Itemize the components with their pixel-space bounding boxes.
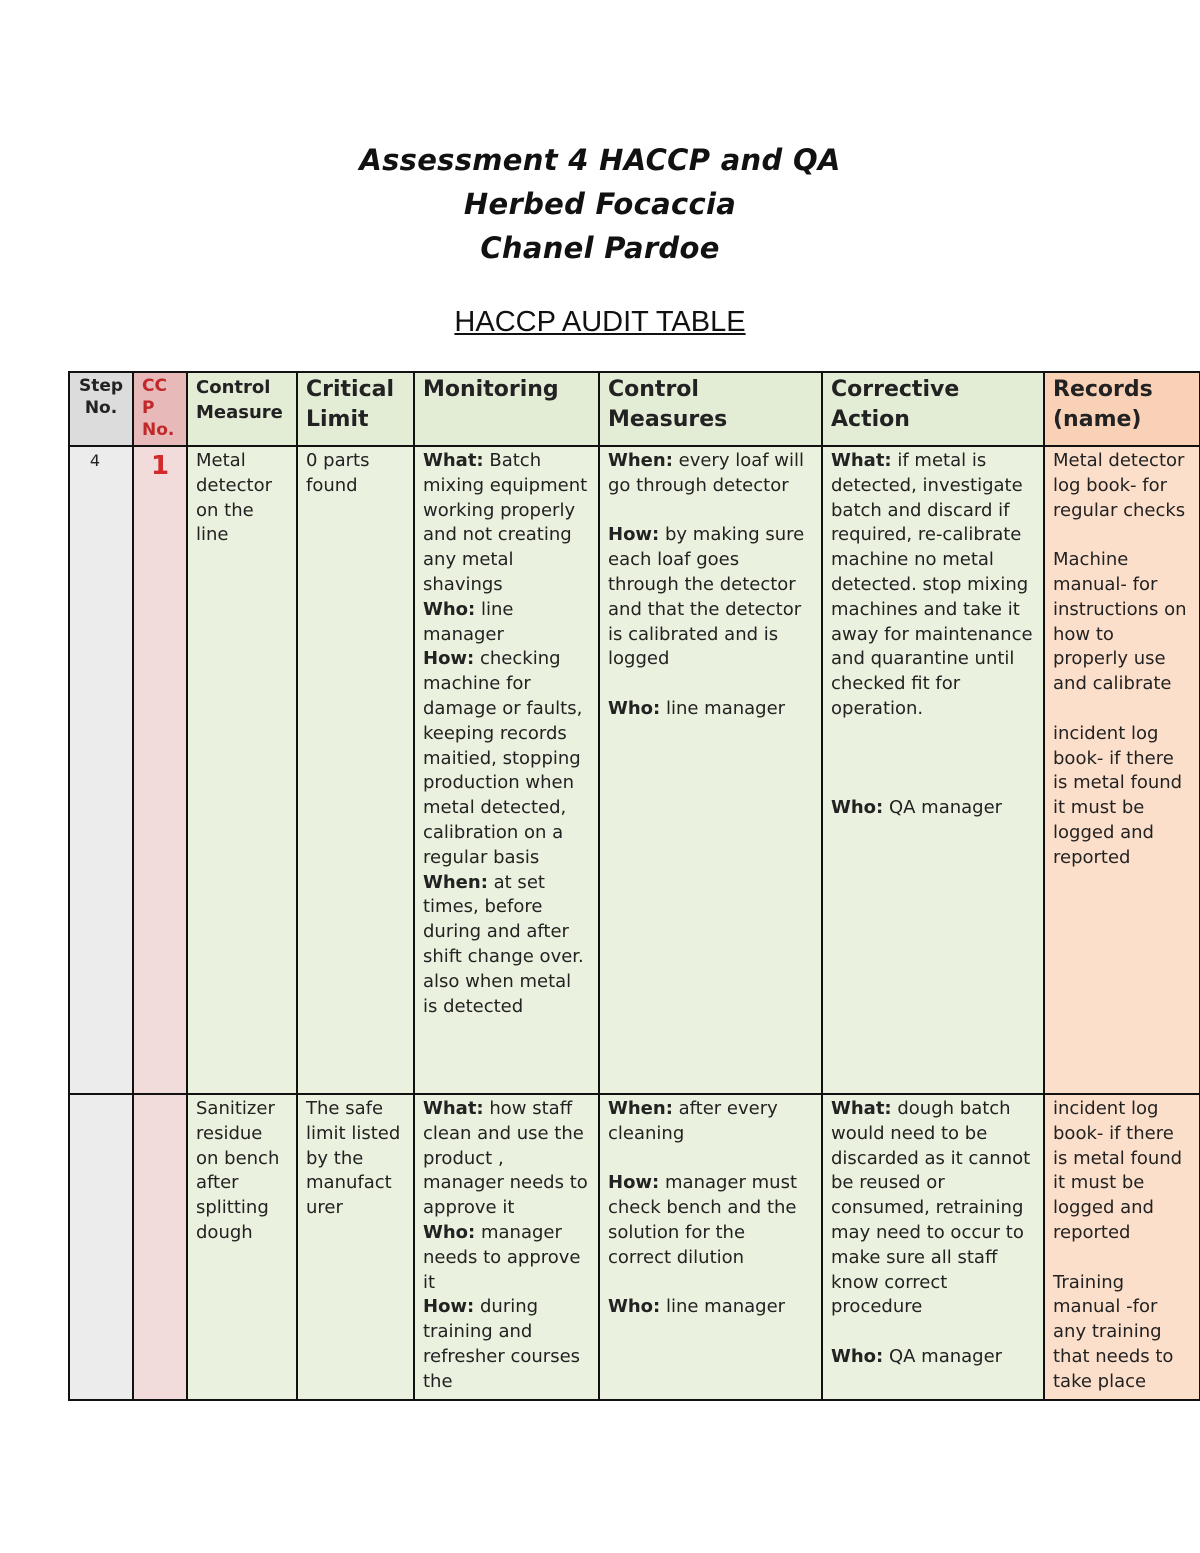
control-when: When: every loaf will go through detector [608,450,805,496]
records-cell [1044,446,1200,1094]
record-item: incident log book- if there is metal found it must be logged and reported [1053,722,1183,868]
ccp-number: 1 [150,451,170,481]
corrective-what: What: dough batch would need to be discarded as it cannot be reused or consumed, retraining may need to occur to make sure all staff know correct procedure [831,1098,1031,1318]
ccp-cell [133,1094,187,1400]
title-line-1: Assessment 4 HACCP and QA [359,143,841,177]
monitoring-what: What: how staff clean and use the product , manager needs to approve it [423,1098,588,1219]
record-item: Training manual -for any training that needs to take place [1053,1271,1174,1392]
corrective-who: Who: QA manager [831,797,1003,819]
control-measure-cell: Metal detector on the line [187,446,297,1094]
records-cell [1044,1094,1200,1400]
ccp-cell [133,446,187,1094]
table-heading: HACCP AUDIT TABLE [454,306,746,338]
control-measures-cell [599,1094,822,1400]
monitoring-how: How: during training and refresher courses the [423,1296,581,1392]
table-row [69,1094,1200,1400]
document-title [0,138,1200,270]
header-control-measure: Control Measure [187,372,297,446]
control-when: When: after every cleaning [608,1098,778,1144]
title-line-3: Chanel Pardoe [480,231,720,265]
record-item: Machine manual- for instructions on how to properly use and calibrate [1053,549,1187,695]
control-how: How: manager must check bench and the solution for the correct dilution [608,1172,798,1268]
header-corrective-action: Corrective Action [822,372,1044,446]
monitoring-how: How: checking machine for damage or faults, keeping records maitied, stopping production when metal detected, calibration on a regular basis [423,648,583,868]
header-ccp: CC P No. [133,372,187,446]
header-records: Records (name) [1044,372,1200,446]
corrective-action-cell [822,446,1044,1094]
step-number: 4 [89,451,101,470]
header-monitoring: Monitoring [414,372,599,446]
monitoring-cell [414,1094,599,1400]
control-who: Who: line manager [608,1296,786,1318]
control-how: How: by making sure each loaf goes through the detector and that the detector is calibrated and is logged [608,524,805,670]
haccp-audit-table [68,371,1200,1401]
step-cell [69,446,133,1094]
step-cell [69,1094,133,1400]
monitoring-who: Who: line manager [423,598,514,645]
record-item: Metal detector log book- for regular checks [1053,450,1186,521]
table-header-row [69,372,1200,446]
critical-limit-cell: The safe limit listed by the manufact urer [297,1094,414,1400]
title-line-2: Herbed Focaccia [463,187,737,221]
header-step: Step No. [69,372,133,446]
control-measure-cell: Sanitizer residue on bench after splitting dough [187,1094,297,1400]
header-critical-limit: Critical Limit [297,372,414,446]
header-control-measures: Control Measures [599,372,822,446]
corrective-who: Who: QA manager [831,1345,1003,1367]
corrective-action-cell [822,1094,1044,1400]
control-who: Who: line manager [608,697,786,719]
control-measures-cell [599,446,822,1094]
monitoring-who: Who: manager needs to approve it [423,1221,581,1293]
record-item: incident log book- if there is metal found it must be logged and reported [1053,1098,1183,1243]
monitoring-when: When: at set times, before during and after shift change over. also when metal is detected [423,871,584,1017]
monitoring-cell [414,446,599,1094]
table-row [69,446,1200,1094]
critical-limit-cell: 0 parts found [297,446,414,1094]
corrective-what: What: if metal is detected, investigate batch and discard if required, re-calibrate machine no metal detected. stop mixing machines and take it away for maintenance and quarantine until checked fit for operation. [831,450,1033,719]
monitoring-what: What: Batch mixing equipment working properly and not creating any metal shavings [423,450,588,595]
